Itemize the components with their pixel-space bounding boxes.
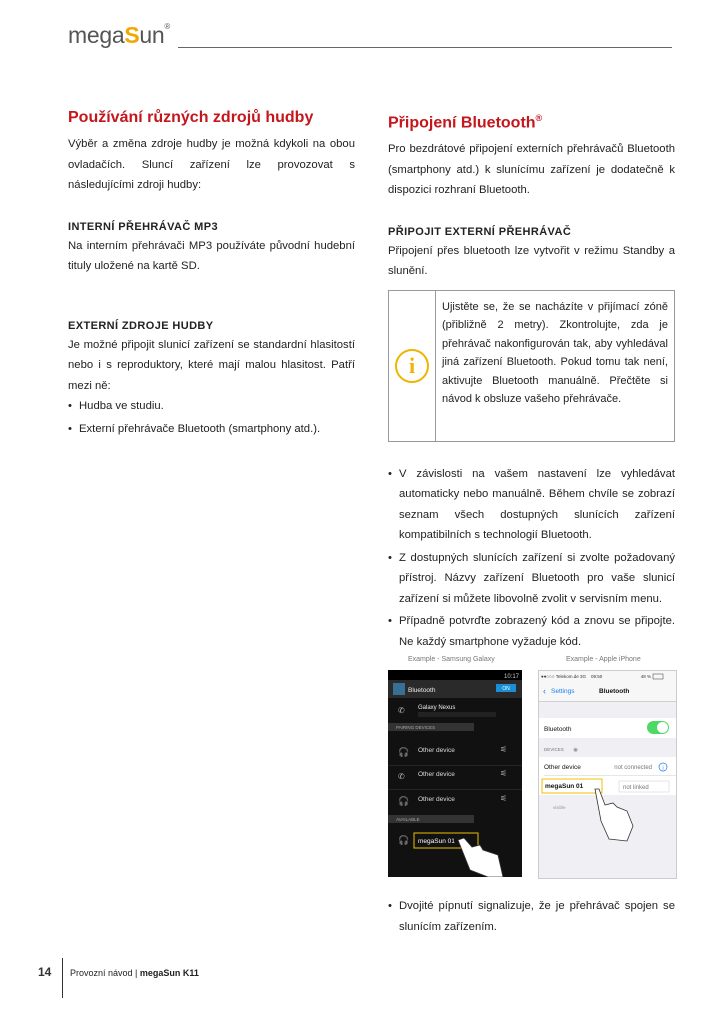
right-intro: Pro bezdrátové připojení externích přehrávačů Bluetooth (smartphony atd.) k slunícímu zařízení je dodatečně k dispozici rozhraní Bluetooth. bbox=[388, 143, 675, 197]
android-available-device: megaSun 01 bbox=[418, 838, 455, 846]
list-item: • Z dostupných slunících zařízení si zvolte požadovaný přístroj. Názvy zařízení Bluetooth pro vaše slunicí zařízení si můžete libovolně zvolit v servisním menu. bbox=[388, 548, 675, 610]
megasun-logo: megaSun® bbox=[68, 22, 170, 48]
section-connect-heading: PŘIPOJIT EXTERNÍ PŘEHRÁVAČ bbox=[388, 225, 572, 238]
iphone-screenshot bbox=[538, 670, 677, 879]
android-paired-1: Other device bbox=[418, 747, 455, 755]
external-sources-list bbox=[68, 396, 355, 439]
right-column bbox=[388, 108, 675, 937]
section-internal-mp3-heading: INTERNÍ PŘEHRÁVAČ MP3 bbox=[68, 220, 218, 233]
left-intro: Výběr a změna zdroje hudby je možná kdykoli na obou ovladačích. Sluncí zařízení lze provozovat s následujícími zdroji hudby: bbox=[68, 138, 355, 191]
android-paired-3: Other device bbox=[418, 796, 455, 804]
android-time: 10:17 bbox=[503, 674, 519, 681]
headphones-icon: 🎧 bbox=[398, 747, 410, 758]
section-external-sources-heading: EXTERNÍ ZDROJE HUDBY bbox=[68, 319, 214, 332]
connect-steps-list bbox=[388, 464, 675, 653]
loading-spinner-icon: ✺ bbox=[573, 748, 579, 755]
iphone-caption: Example - Apple iPhone bbox=[566, 656, 641, 664]
android-title: Bluetooth bbox=[408, 687, 436, 695]
settings-icon: ⚟ bbox=[500, 769, 508, 779]
list-item: • Hudba ve studiu. bbox=[68, 396, 355, 417]
iphone-dev2-name: megaSun 01 bbox=[545, 783, 584, 791]
android-screenshot bbox=[388, 670, 522, 877]
iphone-dev1-status: not connected bbox=[614, 765, 652, 772]
iphone-dev2-status: not linked bbox=[623, 785, 649, 792]
section-connect-text: Připojení přes bluetooth lze vytvořit v režimu Standby a slunění. bbox=[388, 244, 675, 278]
footer-rule bbox=[62, 958, 63, 998]
left-title: Používání různých zdrojů hudby bbox=[68, 109, 314, 126]
phone-icon: ✆ bbox=[398, 772, 405, 782]
list-item: • Případně potvrďte zobrazený kód a znovu se připojte. Ne každý smartphone vyžaduje kód. bbox=[388, 611, 675, 652]
section-external-sources-text: Je možné připojit slunicí zařízení se standardní hlasitostí nebo i s reproduktory, které mají malou hlasitost. Patří mezi ně: bbox=[68, 338, 355, 392]
iphone-hint: visible bbox=[553, 805, 566, 811]
settings-icon: ⚟ bbox=[500, 794, 508, 804]
footer-text: Provozní návod | megaSun K11 bbox=[70, 968, 199, 978]
iphone-back: Settings bbox=[551, 688, 575, 696]
info-icon: i bbox=[395, 349, 429, 383]
iphone-carrier: ●●○○○ Telekom.de 3G bbox=[541, 674, 587, 680]
left-column bbox=[68, 108, 355, 439]
android-caption: Example - Samsung Galaxy bbox=[408, 656, 495, 664]
bluetooth-settings-icon bbox=[393, 683, 405, 695]
settings-icon: ⚟ bbox=[500, 745, 508, 755]
iphone-title: Bluetooth bbox=[599, 688, 630, 696]
android-available-header: AVAILABLE bbox=[396, 817, 420, 823]
iphone-battery: 48 % bbox=[640, 674, 651, 680]
final-step-list bbox=[388, 896, 675, 937]
iphone-time: 09:50 bbox=[591, 674, 603, 680]
page-number: 14 bbox=[38, 965, 52, 979]
headphones-icon: 🎧 bbox=[398, 796, 410, 807]
info-note-text: Ujistěte se, že se nacházíte v přijímací zóně (přibližně 2 metry). Zkontrolujte, zda je přehrávač nakonfigurován tak, aby vyhledával jiná zařízení Bluetooth. Pokud tomu tak není, aktivujte Bluetooth manuálně. Přečtěte si návod k obsluze vašeho přehrávače. bbox=[442, 300, 668, 406]
android-paired-2: Other device bbox=[418, 771, 455, 779]
android-own-device: Galaxy Nexus bbox=[418, 705, 456, 712]
info-note-box bbox=[388, 290, 675, 442]
right-title: Připojení Bluetooth® bbox=[388, 113, 543, 132]
svg-text:i: i bbox=[662, 765, 664, 772]
svg-text:ON: ON bbox=[502, 686, 510, 693]
section-internal-mp3-text: Na interním přehrávači MP3 používáte původní hudební tituly uložené na kartě SD. bbox=[68, 239, 355, 272]
iphone-dev1-name: Other device bbox=[544, 764, 581, 772]
android-paired-header: PAIRING DEVICES bbox=[396, 725, 436, 731]
list-item: • Dvojité pípnutí signalizuje, že je přehrávač spojen se slunícím zařízením. bbox=[388, 896, 675, 937]
list-item: • V závislosti na vašem nastavení lze vyhledávat automaticky nebo manuálně. Během chvíle se zobrazí seznam všech dostupných slunících zařízení kompatibilních s technologií Bluetooth. bbox=[388, 464, 675, 546]
pointing-hand-icon bbox=[458, 838, 503, 877]
example-screenshots bbox=[388, 656, 675, 896]
back-chevron-icon: ‹ bbox=[543, 686, 546, 697]
iphone-devices-header: DEVICES bbox=[544, 747, 564, 753]
header-rule bbox=[178, 47, 672, 48]
list-item: • Externí přehrávače Bluetooth (smartphony atd.). bbox=[68, 419, 355, 440]
pointing-hand-icon bbox=[595, 789, 633, 841]
iphone-row-label: Bluetooth bbox=[544, 726, 572, 734]
phone-icon: ✆ bbox=[398, 706, 405, 716]
headphones-icon: 🎧 bbox=[398, 835, 410, 846]
